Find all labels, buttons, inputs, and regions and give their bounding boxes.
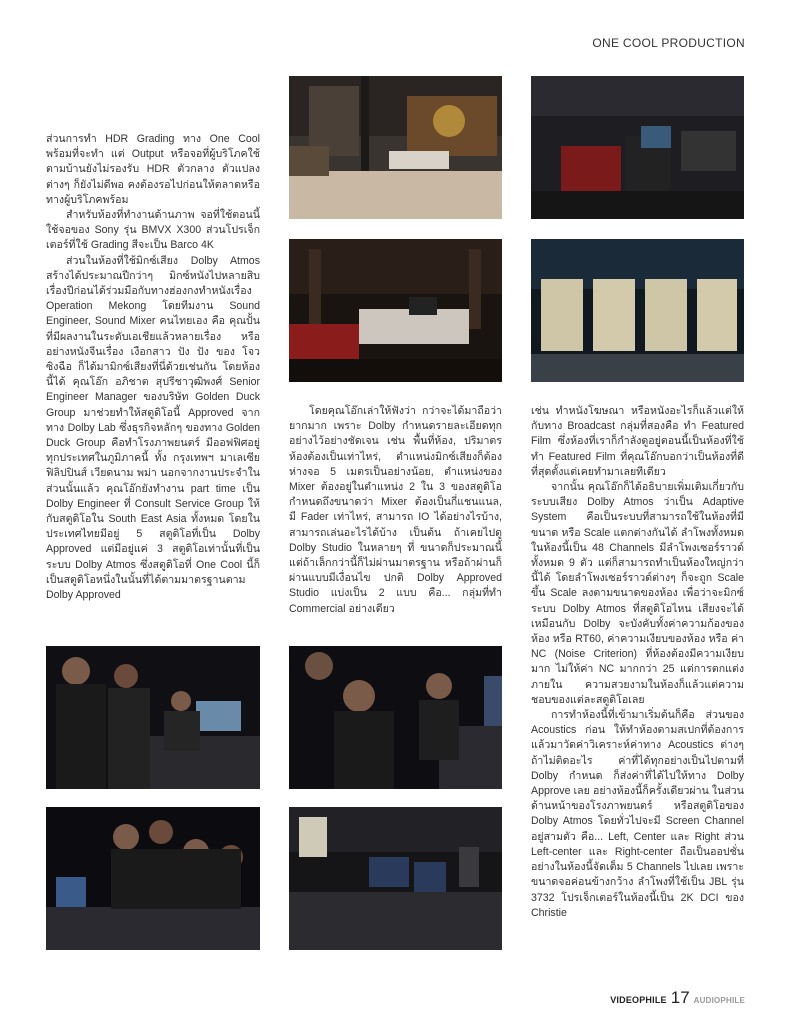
footer-brand: VIDEOPHILE xyxy=(610,995,667,1005)
article-column-2 xyxy=(289,404,502,617)
paragraph: โดยคุณโอ๊กเล่าให้ฟังว่า กว่าจะได้มาถือว่ายากมาก เพราะ Dolby กำหนดรายละเอียดทุกอย่างไว้อย่างชัดเจน เช่น พื้นที่ห้อง, ปริมาตรห้องต้องเป็นเท่าไหร่, ตำแหน่งมิกซ์เสียงก็ต้องห่างจอ 5 เมตรเป็นอย่างน้อย, ตำแหน่งของ Mixer ต้องอยู่ในตำแหน่ง 2 ใน 3 ของสตูดิโอ กำหนดถึงขนาดว่า Mixer ต้องเป็นกี่แชนแนล, มี Fader เท่าไหร่, สามารถ IO ได้อย่างไรบ้าง, สามารถเล่นอะไรได้บ้าง เป็นต้น ถ้าเคยไปดู Dolby Studio ในหลายๆ ที่ ขนาดก็ประมาณนี้ แต่ถ้าเล็กกว่านี้ก็ไม่ผ่านมาตรฐาน หรือถ้าผ่านก็ผ่านแบบมีเงื่อนไข ปกติ Dolby Approved Studio แบ่งเป็น 2 แบบ คือ... กลุ่มที่ทำ Commercial อย่างเดียว xyxy=(289,405,502,615)
photo-awards-display xyxy=(531,239,744,382)
article-column-1 xyxy=(46,132,260,603)
photo-engineers-at-console xyxy=(46,646,260,789)
photo-studio-room xyxy=(289,239,502,382)
photo-lobby xyxy=(289,76,502,219)
photo-mixing-console-red xyxy=(531,76,744,219)
paragraph: ส่วนในห้องที่ใช้มิกซ์เสียง Dolby Atmos สร้างได้ประมาณปีกว่าๆ มิกซ์หนังไปหลายสิบเรื่องปีก่อนได้ร่วมมือกับทางฮ่องกงทำหนังเรื่อง Operation Mekong โดยทีมงาน Sound Engineer, Sound Mixer คนไทยเอง คือ คุณปั้น ที่มีผลงานในระดับเอเชียแล้วหลายเรื่อง หรืออย่างหนังจีนเรื่อง เงือกสาว ปัง ปัง ของ โจว ซิงฉือ ก็ได้มามิกซ์เสียงที่นี่ด้วยเช่นกัน โดยห้องนี้ได้ คุณโอ๊ก อภิชาต สุปรีชาวุฒิพงศ์ Senior Engineer Manager ของบริษัท Golden Duck Group มาช่วยทำให้สตูดิโอนี้ Approved จากทาง Dolby Lab ซึ่งธุรกิจหลักๆ ของทาง Golden Duck Group คือทำโรงภาพยนตร์ มีออฟฟิศอยู่ทุกประเทศในภูมิภาคนี้ ทั้ง กรุงเทพฯ มาเลเซีย ฟิลิปปินส์ เวียดนาม พม่า นอกจากงานประจำในส่วนนั้นแล้ว คุณโอ๊กยังทำงาน part time เป็น Dolby Engineer ที่ Consult Service Group ให้กับสตูดิโอใน South East Asia ทั้งหมด โดยในประเทศไทยมีอยู่ 5 สตูดิโอที่เป็น Dolby Approved แต่มีอยู่แค่ 3 สตูดิโอเท่านั้นที่เป็นระบบ Dolby Atmos ซึ่งสตูดิโอที่ One Cool นี้ก็เป็นสตูดิโอหนึ่งในนั้นที่ได้ตามมาตรฐานตาม Dolby Approved xyxy=(46,254,260,602)
paragraph: จากนั้น คุณโอ๊กก็ได้อธิบายเพิ่มเติมเกี่ยวกับระบบเสียง Dolby Atmos ว่าเป็น Adaptive System คือเป็นระบบที่สามารถใช้ในห้องที่มีขนาด หรือ Scale แตกต่างกันได้ ลำโพงทั้งหมดในห้องนี้เป็น 48 Channels มีลำโพงเซอร์ราวด์ทั้งหมด 9 ตัว แต่ก็สามารถทำเป็นห้องใหญ่กว่านี้ได้ โดยลำโพงเซอร์ราวด์ต่างๆ ก็จะถูก Scale ขึ้น Scale ลงตามขนาดของห้อง เพื่อว่าจะมิกซ์ระบบ Dolby Atmos ที่สตูดิโอไหน เสียงจะได้เหมือนกับ Dolby จะบังคับทั้งค่าความก้องของห้อง หรือ RT60, ค่าความเงียบของห้อง หรือ ค่า NC (Noise Criterion) ที่ห้องต้องมีความเงียบมาก ไม่ให้ค่า NC มากกว่า 25 แต่การตกแต่งภายใน ความสวยงามในห้องก็แล้วแต่ความชอบของแต่ละสตูดิโอเลย xyxy=(531,481,744,706)
page-footer xyxy=(610,988,745,1008)
paragraph: เช่น ทำหนังโฆษณา หรือหนังอะไรก็แล้วแต่ให้กับทาง Broadcast กลุ่มที่สองคือ ทำ Featured Film ซึ่งห้องที่เราก็กำลังดูอยู่ตอนนี้เป็นห้องที่ใช้ทำ Featured Film ที่คุณโอ๊กบอกว่าเป็นห้องที่ดีที่สุดตั้งแต่เคยทำมาเลยทีเดียว xyxy=(531,405,744,478)
page-number: 17 xyxy=(670,988,690,1007)
footer-brand-secondary: AUDIOPHILE xyxy=(693,996,745,1005)
page-header: ONE COOL PRODUCTION xyxy=(592,36,745,50)
paragraph: ส่วนการทำ HDR Grading ทาง One Cool พร้อมที่จะทำ แต่ Output หรือจอที่ผู้บริโภคใช้ตามบ้านยังไม่รองรับ HDR ตัวกลาง ตัวแปลงต่างๆ ก็ยังไม่ดีพอ คงต้องรอไปก่อนให้ตลาดหรือทางผู้บริโภคพร้อม xyxy=(46,133,260,206)
article-column-3 xyxy=(531,404,744,921)
paragraph: การทำห้องนี้ที่เข้ามาเริ่มต้นก็คือ ส่วนของ Acoustics ก่อน ให้ทำห้องตามสเปกที่ต้องการแล้วมาวัดค่าวิเคราะห์ค่าทาง Acoustics ต่างๆ ถ้าไม่ติดอะไร ค่าที่ได้ทุกอย่างเป็นไปตามที่ Dolby กำหนด ก็ส่งค่าที่ได้ไปให้ทาง Dolby Approve เลย อย่างห้องนี้ก็ครั้งเดียวผ่าน ในส่วนด้านหน้าของโรงภาพยนตร์ หรือสตูดิโอของ Dolby Atmos โดยทั่วไปจะมี Screen Channel อยู่สามตัว คือ... Left, Center และ Right ส่วน Left-center และ Right-center ถือเป็นออปชั่น อย่างในห้องนี้จัดเต็ม 5 Channels ไปเลย เพราะขนาดจอค่อนข้างกว้าง ลำโพงที่ใช้เป็น JBL รุ่น 3732 โปรเจ็กเตอร์ในห้องนี้เป็น 2K DCI ของ Christie xyxy=(531,709,744,919)
photo-mixing-session xyxy=(46,807,260,950)
paragraph: สำหรับห้องที่ทำงานด้านภาพ จอที่ใช้ตอนนี้ใช้จอของ Sony รุ่น BMVX X300 ส่วนโปรเจ็กเตอร์ที่ใช้ Grading สีจะเป็น Barco 4K xyxy=(46,209,260,252)
photo-studio-console-screens xyxy=(289,807,502,950)
photo-team-discussion xyxy=(289,646,502,789)
